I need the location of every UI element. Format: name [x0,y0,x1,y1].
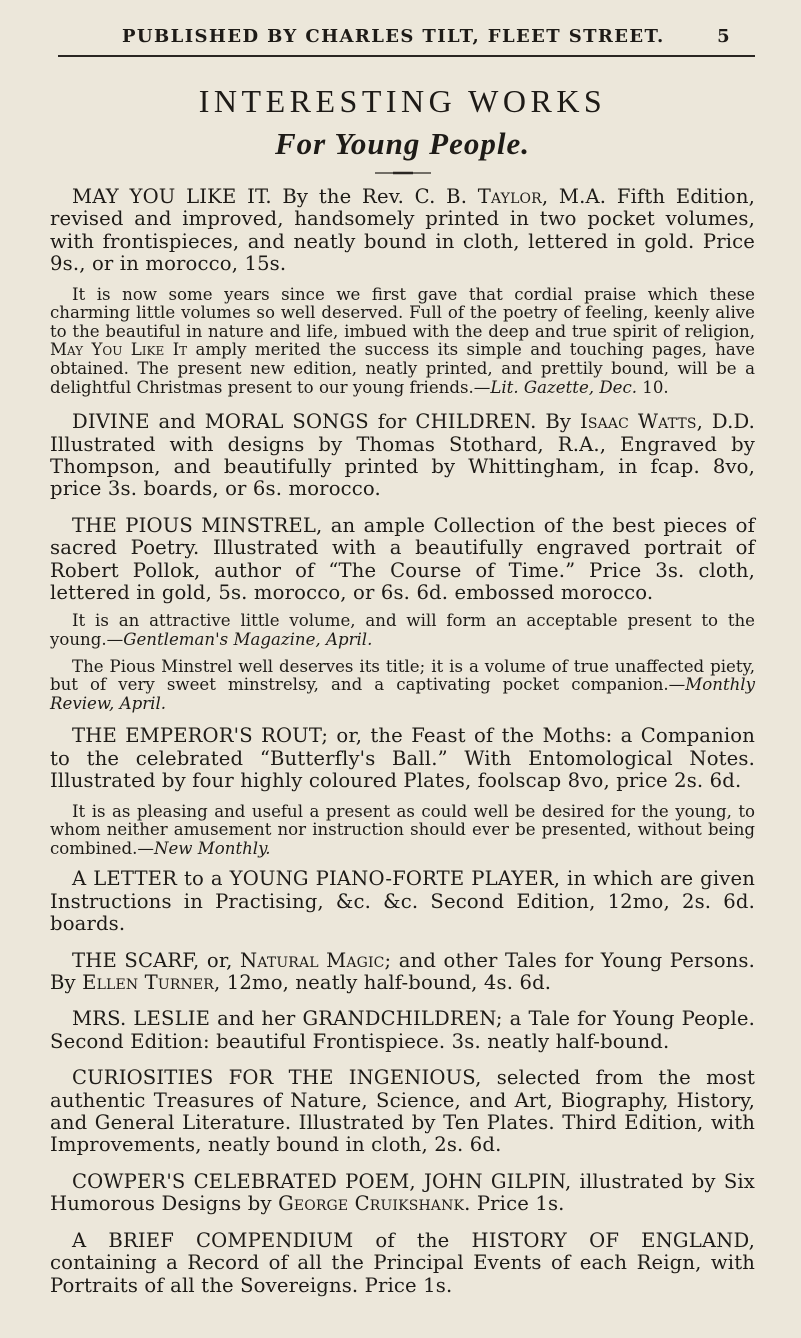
entry-text: A LETTER to a YOUNG PIANO-FORTE PLAYER, in which are given Instructions in Practising, &c. &c. Second Edition, 12mo, 2s. 6d. boards. [50,867,755,936]
running-head [50,0,755,47]
entry-review [50,803,755,859]
entry-text: MRS. LESLIE and her GRANDCHILDREN; a Tale for Young People. Second Edition: beautiful Frontispiece. 3s. neatly half-bound. [50,1007,755,1053]
publisher-line: PUBLISHED BY CHARLES TILT, FLEET STREET. [122,26,665,47]
entry-review [50,658,755,714]
review-text: It is an attractive little volume, and will form an acceptable present to the young.—Gentleman's Magazine, April. [50,611,755,650]
review-source: New Monthly. [153,838,271,858]
entry-text: CURIOSITIES FOR THE INGENIOUS, selected from the most authentic Treasures of Nature, Science, and Art, Biography, History, and General Literature. Illustrated by Ten Plates. Third Edition, with Improvements, neatly bound in cloth, 2s. 6d. [50,1066,755,1157]
entry-title: MRS. LESLIE and her GRANDCHILDREN [72,1007,496,1031]
entry-title: DIVINE and MORAL SONGS for CHILDREN. [72,410,537,434]
entry-john-gilpin [50,1171,755,1216]
entry-text: A BRIEF COMPENDIUM of the HISTORY OF ENGLAND, containing a Record of all the Principal Events of each Reign, with Portraits of all the Sovereigns. Price 1s. [50,1228,755,1297]
review-source: Monthly Review, April. [50,675,755,713]
entry-curiosities [50,1067,755,1157]
entry-title: THE PIOUS MINSTREL, [72,513,323,537]
review-text: It is as pleasing and useful a present as could well be desired for the young, to whom neither amusement nor instruction should ever be presented, without being combined.—New Monthly. [50,801,755,858]
review-source: Lit. Gazette, Dec. [490,377,638,397]
entry-text: THE SCARF, or, Natural Magic; and other Tales for Young Persons. By Ellen Turner, 12mo, neatly half-bound, 4s. 6d. [50,948,755,995]
entry-pious-minstrel [50,515,755,605]
entry-title: THE EMPEROR'S ROUT; [72,724,329,748]
entry-text: COWPER'S CELEBRATED POEM, JOHN GILPIN, illustrated by Six Humorous Designs by George Cruikshank. Price 1s. [50,1169,756,1216]
entry-text: THE EMPEROR'S ROUT; or, the Feast of the Moths: a Companion to the celebrated “Butterfly's Ball.” With Entomological Notes. Illustrated by four highly coloured Plates, foolscap 8vo, price 2s. 6d. [50,724,756,793]
review-text: The Pious Minstrel well deserves its title; it is a volume of true unaffected piety, but of very sweet minstrelsy, and a captivating pocket companion.—Monthly Review, April. [50,656,755,713]
author-name: Ellen Turner [82,971,214,995]
entry-history-of-england [50,1230,755,1297]
author-name: Taylor [477,185,542,208]
entry-may-you-like-it [50,186,755,276]
review-source: Gentleman's Magazine, April. [123,630,373,650]
entry-title: THE SCARF, [72,948,200,972]
entry-review [50,612,755,649]
entry-the-scarf [50,950,755,995]
page-number: 5 [717,26,731,47]
entry-text: THE PIOUS MINSTREL, an ample Collection of the best pieces of sacred Poetry. Illustrated with a beautifully engraved portrait of Robert Pollok, author of “The Course of Time.” Price 3s. cloth, lettered in gold, 5s. morocco, or 6s. 6d. embossed morocco. [50,513,755,605]
entry-title: A LETTER to a YOUNG PIANO-FORTE PLAYER, [72,867,561,891]
entry-emperors-rout [50,725,755,792]
entry-review [50,286,755,398]
entry-text: DIVINE and MORAL SONGS for CHILDREN. By Isaac Watts, D.D. Illustrated with designs by Thomas Stothard, R.A., Engraved by Thompson, and beautifully printed by Whittingham, in fcap. 8vo, price 3s. boards, or 6s. morocco. [50,410,755,501]
entry-mrs-leslie [50,1008,755,1053]
ornament-rule-icon [375,170,431,176]
page-title: INTERESTING WORKS [198,83,607,119]
author-name: Isaac Watts [580,410,697,434]
review-text: It is now some years since we first gave that cordial praise which these charming little volumes so well deserved. Full of the poetry of feeling, keenly alive to the beautiful in nature and life, imbued with the deep and true spirit of religion, May You Like It amply merited the success its simple and touching pages, have obtained. The present new edition, neatly printed, and prettily bound, will be a delightful Christmas present to our young friends.—Lit. Gazette, Dec. 10. [50,284,755,397]
entry-divine-and-moral-songs [50,411,755,501]
header-rule [58,55,755,57]
entry-title: COWPER'S CELEBRATED POEM, JOHN GILPIN, [72,1169,572,1193]
page-subtitle: For Young People. [275,126,530,161]
author-name: George Cruikshank [278,1192,465,1216]
entry-text: MAY YOU LIKE IT. By the Rev. C. B. Taylor, M.A. Fifth Edition, revised and improved, handsomely printed in two pocket volumes, with frontispieces, and neatly bound in cloth, lettered in gold. Price 9s., or in morocco, 15s. [50,185,755,276]
entry-letter-piano-forte [50,868,755,935]
entry-title: MAY YOU LIKE IT. [72,185,272,208]
entry-title: A BRIEF COMPENDIUM of the HISTORY OF ENGLAND, [72,1228,755,1252]
entry-title: CURIOSITIES FOR THE INGENIOUS, [72,1066,482,1090]
